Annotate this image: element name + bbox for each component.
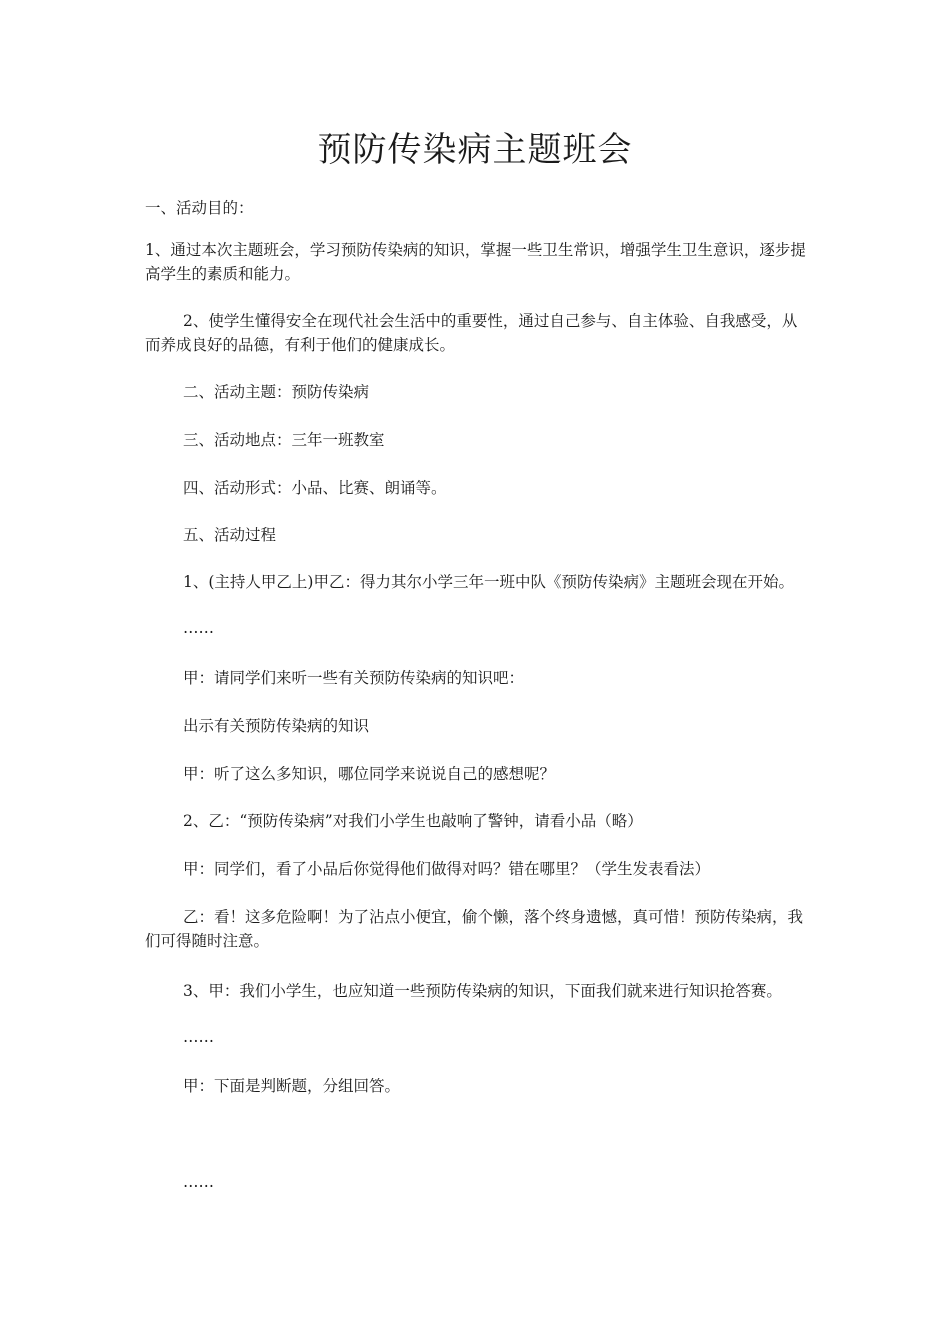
- paragraph-purpose-1: 1、通过本次主题班会，学习预防传染病的知识，掌握一些卫生常识，增强学生卫生意识，逐步提高学生的素质和能力。: [145, 241, 806, 283]
- paragraph-process-2: 2、乙：“预防传染病”对我们小学生也敲响了警钟，请看小品（略）: [183, 812, 643, 830]
- section-heading-process: 五、活动过程: [183, 526, 277, 544]
- ellipsis-2: ……: [183, 1028, 214, 1046]
- paragraph-theme: 二、活动主题：预防传染病: [183, 383, 370, 401]
- paragraph-dialogue-5: 乙：看！这多危险啊！为了沾点小便宜，偷个懒，落个终身遗憾，真可惜！预防传染病，我们可得随时注意。: [145, 908, 804, 950]
- paragraph-process-3: 3、甲：我们小学生，也应知道一些预防传染病的知识，下面我们就来进行知识抢答赛。: [183, 982, 782, 1000]
- section-heading-purpose: 一、活动目的：: [145, 199, 254, 217]
- paragraph-dialogue-3: 甲：听了这么多知识，哪位同学来说说自己的感想呢？: [183, 765, 556, 783]
- paragraph-location: 三、活动地点：三年一班教室: [183, 431, 385, 449]
- paragraph-dialogue-6: 甲：下面是判断题，分组回答。: [183, 1077, 401, 1095]
- paragraph-format: 四、活动形式：小品、比赛、朗诵等。: [183, 479, 447, 497]
- ellipsis-1: ……: [183, 619, 214, 637]
- paragraph-dialogue-4: 甲：同学们，看了小品后你觉得他们做得对吗？错在哪里？（学生发表看法）: [183, 860, 711, 878]
- paragraph-dialogue-2: 出示有关预防传染病的知识: [183, 717, 370, 735]
- ellipsis-3: ……: [183, 1173, 214, 1191]
- paragraph-purpose-2: 2、使学生懂得安全在现代社会生活中的重要性，通过自己参与、自主体验、自我感受，从而养成良好的品德，有利于他们的健康成长。: [145, 312, 798, 354]
- paragraph-process-1: 1、(主持人甲乙上)甲乙：得力其尔小学三年一班中队《预防传染病》主题班会现在开始。: [183, 573, 794, 591]
- paragraph-dialogue-1: 甲：请同学们来听一些有关预防传染病的知识吧：: [183, 669, 525, 687]
- document-title: 预防传染病主题班会: [317, 130, 633, 170]
